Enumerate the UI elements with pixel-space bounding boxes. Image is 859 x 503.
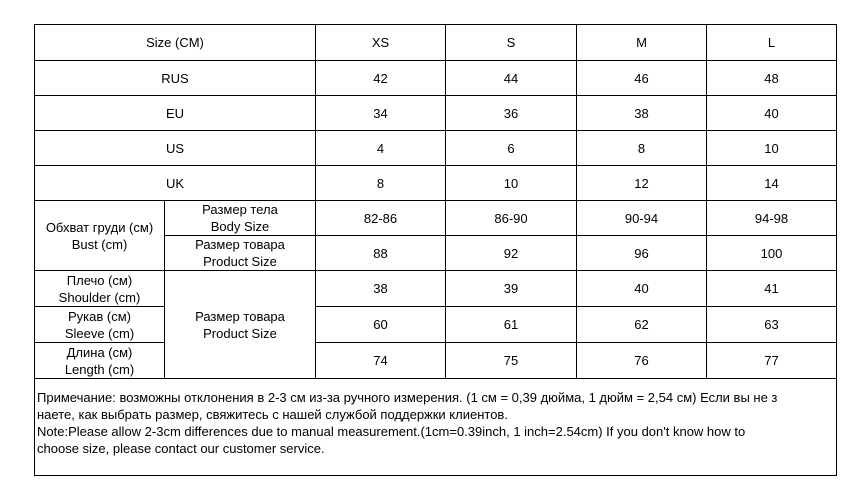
table-cell: 10 <box>707 131 837 166</box>
row-label-eu: EU <box>35 96 316 131</box>
table-row-length <box>35 343 837 379</box>
body-size-label-ru: Размер тела <box>202 202 278 217</box>
table-cell: 38 <box>316 271 446 307</box>
table-cell: 12 <box>577 166 707 201</box>
table-row-eu <box>35 96 837 131</box>
size-header-l: L <box>707 25 837 61</box>
note-line-ru-1: Примечание: возможны отклонения в 2-3 см из-за ручного измерения. (1 см = 0,39 дюйма, 1 дюйм = 2,54 см) Если вы не з <box>37 390 778 405</box>
table-cell: 40 <box>577 271 707 307</box>
table-cell: 61 <box>446 307 577 343</box>
note-row <box>35 379 837 476</box>
table-cell: 74 <box>316 343 446 379</box>
table-cell: 75 <box>446 343 577 379</box>
sub-label-product-size-group <box>165 271 316 379</box>
table-cell: 92 <box>446 236 577 271</box>
table-cell: 46 <box>577 61 707 96</box>
sleeve-label-ru: Рукав (см) <box>68 308 131 324</box>
table-cell: 90-94 <box>577 201 707 236</box>
body-size-label-en: Body Size <box>210 219 270 234</box>
row-label-bust <box>35 201 165 271</box>
table-cell: 76 <box>577 343 707 379</box>
table-cell: 8 <box>316 166 446 201</box>
note-line-ru-2: наете, как выбрать размер, свяжитесь с нашей службой поддержки клиентов. <box>37 407 508 422</box>
row-label-rus: RUS <box>35 61 316 96</box>
table-cell: 36 <box>446 96 577 131</box>
sleeve-label-en: Sleeve (cm) <box>64 325 135 341</box>
shoulder-label-en: Shoulder (cm) <box>58 289 141 305</box>
table-cell: 100 <box>707 236 837 271</box>
table-cell: 42 <box>316 61 446 96</box>
table-cell: 94-98 <box>707 201 837 236</box>
row-label-sleeve <box>35 307 165 343</box>
table-row-shoulder <box>35 271 837 307</box>
length-label-ru: Длина (см) <box>66 344 133 360</box>
table-cell: 4 <box>316 131 446 166</box>
table-cell: 88 <box>316 236 446 271</box>
note-line-en-2: choose size, please contact our customer service. <box>37 441 325 456</box>
table-cell: 86-90 <box>446 201 577 236</box>
product-size-group-label-ru: Размер товара <box>195 308 285 324</box>
table-cell: 77 <box>707 343 837 379</box>
table-cell: 60 <box>316 307 446 343</box>
table-cell: 10 <box>446 166 577 201</box>
table-cell: 82-86 <box>316 201 446 236</box>
size-header-label: Size (CM) <box>35 25 316 61</box>
product-size-label-ru: Размер товара <box>195 237 285 252</box>
note-line-en-1: Note:Please allow 2-3cm differences due to manual measurement.(1cm=0.39inch, 1 inch=2.54cm) If you don't know how to <box>37 424 746 439</box>
table-row-bust-body <box>35 201 837 236</box>
table-cell: 96 <box>577 236 707 271</box>
bust-label-en: Bust (cm) <box>71 236 128 252</box>
table-cell: 38 <box>577 96 707 131</box>
product-size-label-en: Product Size <box>203 254 277 269</box>
table-cell: 8 <box>577 131 707 166</box>
table-cell: 34 <box>316 96 446 131</box>
row-label-us: US <box>35 131 316 166</box>
row-label-uk: UK <box>35 166 316 201</box>
note-text <box>35 379 837 476</box>
table-cell: 44 <box>446 61 577 96</box>
size-chart-table <box>34 24 837 476</box>
size-header-m: M <box>577 25 707 61</box>
table-row-us <box>35 131 837 166</box>
table-cell: 41 <box>707 271 837 307</box>
size-header-s: S <box>446 25 577 61</box>
table-row-rus <box>35 61 837 96</box>
sub-label-product-size <box>165 236 316 271</box>
sub-label-body-size <box>165 201 316 236</box>
row-label-shoulder <box>35 271 165 307</box>
table-cell: 62 <box>577 307 707 343</box>
table-cell: 48 <box>707 61 837 96</box>
table-row-uk <box>35 166 837 201</box>
table-cell: 40 <box>707 96 837 131</box>
header-row <box>35 25 837 61</box>
table-cell: 6 <box>446 131 577 166</box>
product-size-group-label-en: Product Size <box>203 325 277 341</box>
bust-label-ru: Обхват груди (см) <box>45 219 154 235</box>
size-header-xs: XS <box>316 25 446 61</box>
table-cell: 39 <box>446 271 577 307</box>
length-label-en: Length (cm) <box>64 361 135 377</box>
shoulder-label-ru: Плечо (см) <box>66 272 133 288</box>
table-row-sleeve <box>35 307 837 343</box>
table-cell: 14 <box>707 166 837 201</box>
row-label-length <box>35 343 165 379</box>
table-cell: 63 <box>707 307 837 343</box>
